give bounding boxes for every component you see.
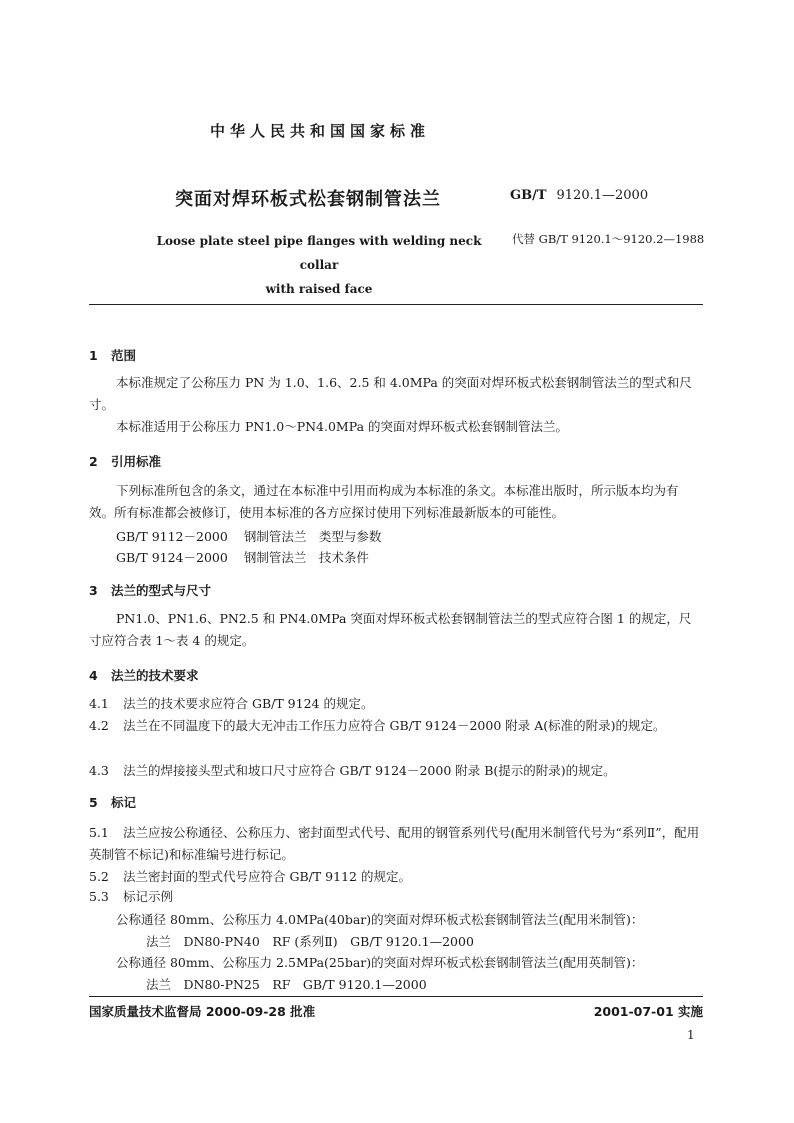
clause-text: 法兰在不同温度下的最大无冲击工作压力应符合 GB/T 9124－2000 附录 A(标准的附录)的规定。 <box>123 718 666 733</box>
approval-info: 国家质量技术监督局 2000-09-28 批准 <box>89 1004 316 1019</box>
example-2-description: 公称通径 80mm、公称压力 2.5MPa(25bar)的突面对焊环板式松套钢制管法兰(配用英制管)： <box>116 955 644 970</box>
reference-name: 钢制管法兰 类型与参数 <box>243 529 382 544</box>
header-divider <box>89 304 703 305</box>
section-title: 法兰的型式与尺寸 <box>111 583 212 598</box>
section-title: 引用标准 <box>111 454 162 469</box>
clause-text: 法兰的焊接接头型式和坡口尺寸应符合 GB/T 9124－2000 附录 B(提示的附录)的规定。 <box>123 763 616 778</box>
section-title: 标记 <box>111 795 137 810</box>
reference-name: 钢制管法兰 技术条件 <box>243 550 369 565</box>
title-en-line1: Loose plate steel pipe flanges with welding neck collar <box>156 234 482 272</box>
example-1-description: 公称通径 80mm、公称压力 4.0MPa(40bar)的突面对焊环板式松套钢制管法兰(配用米制管)： <box>116 912 644 927</box>
reference-code: GB/T 9124－2000 <box>116 550 228 565</box>
section-heading-4: 4 法兰的技术要求 <box>89 668 199 683</box>
clause-text: 标记示例 <box>123 889 174 904</box>
section-1-paragraph-2: 本标准适用于公称压力 PN1.0～PN4.0MPa 的突面对焊环板式松套钢制管法兰。 <box>116 419 569 434</box>
clause-4-1: 4.1 法兰的技术要求应符合 GB/T 9124 的规定。 <box>89 696 374 711</box>
reference-item <box>116 548 385 566</box>
section-heading-1: 1 范围 <box>89 348 137 363</box>
clause-5-2: 5.2 法兰密封面的型式代号应符合 GB/T 9112 的规定。 <box>89 869 411 884</box>
reference-item <box>116 527 397 545</box>
replaces-standard: 代替 GB/T 9120.1～9120.2—1988 <box>512 232 705 246</box>
clause-5-3: 5.3 标记示例 <box>89 889 174 904</box>
clause-text: 法兰应按公称通径、公称压力、密封面型式代号、配用的钢管系列代号(配用米制管代号为“系列Ⅱ”，配用英制管不标记)和标准编号进行标记。 <box>89 825 700 862</box>
section-heading-2: 2 引用标准 <box>89 454 162 469</box>
section-1-paragraph-1: 本标准规定了公称压力 PN 为 1.0、1.6、2.5 和 4.0MPa 的突面对焊环板式松套钢制管法兰的型式和尺寸。 <box>89 375 692 412</box>
clause-4-3: 4.3 法兰的焊接接头型式和坡口尺寸应符合 GB/T 9124－2000 附录 B(提示的附录)的规定。 <box>89 763 616 778</box>
example-1-marking: 法兰 DN80-PN40 RF (系列Ⅱ) GB/T 9120.1—2000 <box>146 934 474 949</box>
standard-number <box>510 188 648 203</box>
title-en-line2: with raised face <box>265 282 373 296</box>
standard-code: 9120.1—2000 <box>556 188 649 203</box>
section-3-paragraph-1: PN1.0、PN1.6、PN2.5 和 PN4.0MPa 突面对焊环板式松套钢制管法兰的型式应符合图 1 的规定，尺寸应符合表 1～表 4 的规定。 <box>89 611 692 648</box>
section-title: 范围 <box>111 348 137 363</box>
national-standard-header: 中华人民共和国国家标准 <box>209 122 430 140</box>
section-2-paragraph-1: 下列标准所包含的条文，通过在本标准中引用而构成为本标准的条文。本标准出版时，所示版本均为有效。所有标准都会被修订，使用本标准的各方应探讨使用下列标准最新版本的可能性。 <box>89 483 679 520</box>
reference-code: GB/T 9112－2000 <box>116 529 228 544</box>
section-heading-5: 5 标记 <box>89 795 137 810</box>
document-title-en <box>150 229 488 301</box>
clause-4-2: 4.2 法兰在不同温度下的最大无冲击工作压力应符合 GB/T 9124－2000 附录 A(标准的附录)的规定。 <box>89 718 666 733</box>
clause-text: 法兰的技术要求应符合 GB/T 9124 的规定。 <box>123 696 374 711</box>
section-heading-3: 3 法兰的型式与尺寸 <box>89 583 212 598</box>
footer-divider <box>89 996 703 997</box>
page-number: 1 <box>687 1028 695 1042</box>
document-title-cn: 突面对焊环板式松套钢制管法兰 <box>175 189 441 210</box>
standard-prefix: GB/T <box>510 188 547 203</box>
section-title: 法兰的技术要求 <box>111 668 199 683</box>
effective-date: 2001-07-01 实施 <box>593 1004 703 1019</box>
clause-text: 法兰密封面的型式代号应符合 GB/T 9112 的规定。 <box>123 869 411 884</box>
example-2-marking: 法兰 DN80-PN25 RF GB/T 9120.1—2000 <box>146 977 427 992</box>
clause-5-1: 5.1 法兰应按公称通径、公称压力、密封面型式代号、配用的钢管系列代号(配用米制管代号为“系列Ⅱ”，配用英制管不标记)和标准编号进行标记。 <box>89 825 700 862</box>
